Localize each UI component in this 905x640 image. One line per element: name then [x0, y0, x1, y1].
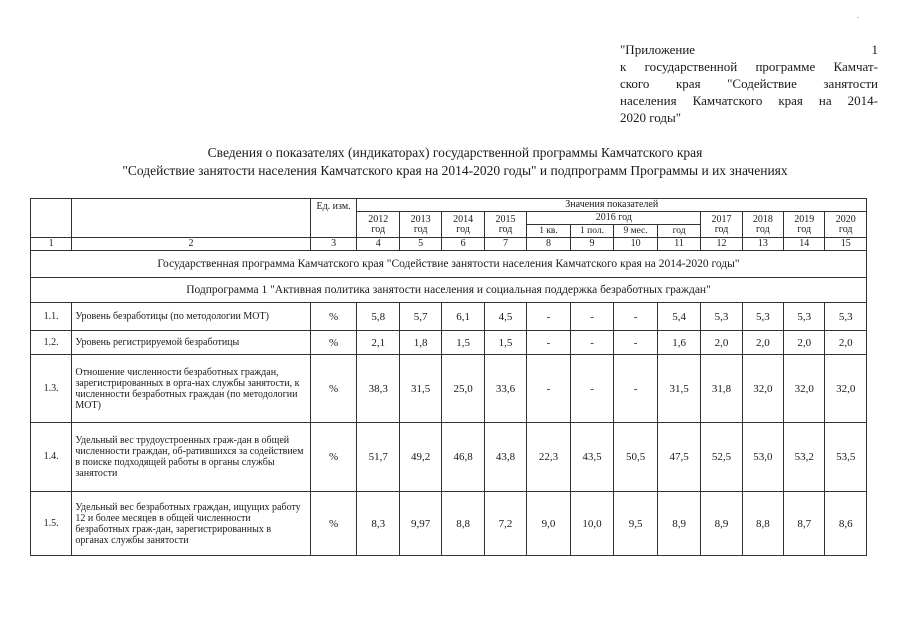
- row-number: 1.2.: [31, 331, 72, 355]
- indicator-value: 2,1: [357, 331, 399, 355]
- column-number: 13: [742, 238, 783, 251]
- header-year-2020: [825, 212, 867, 238]
- column-number-row: [31, 238, 867, 251]
- year-label: 2015: [495, 213, 516, 225]
- indicator-value: -: [527, 303, 571, 331]
- indicator-value: 2,0: [825, 331, 867, 355]
- column-number: 11: [657, 238, 701, 251]
- column-number: 2: [72, 238, 310, 251]
- indicator-value: 1,8: [399, 331, 441, 355]
- column-number: 3: [310, 238, 357, 251]
- header-year-2017: [701, 212, 742, 238]
- indicator-value: 1,6: [657, 331, 701, 355]
- indicator-value: 9,0: [527, 492, 571, 556]
- year-suffix: год: [498, 223, 513, 235]
- table-row: [31, 355, 867, 423]
- header-row-1: [31, 199, 867, 212]
- appendix-line: населения Камчатского края на 2014-: [620, 93, 878, 108]
- indicator-value: -: [527, 331, 571, 355]
- year-suffix: год: [756, 223, 770, 235]
- column-number: 7: [484, 238, 526, 251]
- indicator-value: 8,7: [784, 492, 825, 556]
- indicator-value: 31,5: [657, 355, 701, 423]
- indicator-value: 7,2: [484, 492, 526, 556]
- table-row: [31, 331, 867, 355]
- indicator-value: 8,9: [701, 492, 742, 556]
- indicator-value: 8,3: [357, 492, 399, 556]
- column-number: 12: [701, 238, 742, 251]
- indicator-value: 31,8: [701, 355, 742, 423]
- indicator-value: -: [570, 355, 614, 423]
- indicator-value: 53,0: [742, 423, 783, 492]
- indicator-unit: %: [310, 492, 357, 556]
- column-number: 14: [784, 238, 825, 251]
- indicator-value: 5,3: [742, 303, 783, 331]
- year-label: 2019: [794, 213, 815, 225]
- indicator-value: -: [614, 303, 658, 331]
- appendix-line: ского края "Содействие занятости: [620, 76, 878, 91]
- column-number: 9: [570, 238, 614, 251]
- subprogram-title: Подпрограмма 1 "Активная политика занятости населения и социальная поддержка безработных граждан": [31, 278, 867, 303]
- indicator-value: 46,8: [442, 423, 484, 492]
- column-number: 5: [399, 238, 441, 251]
- indicators-table: [30, 198, 867, 556]
- header-values-group: Значения показателей: [357, 199, 867, 212]
- indicator-value: 38,3: [357, 355, 399, 423]
- year-label: 2013: [410, 213, 431, 225]
- row-number: 1.1.: [31, 303, 72, 331]
- appendix-line: "Приложение 1: [620, 42, 878, 57]
- table-row: [31, 423, 867, 492]
- table-row: [31, 492, 867, 556]
- indicator-value: 43,8: [484, 423, 526, 492]
- indicator-value: 6,1: [442, 303, 484, 331]
- year-label: 2018: [752, 213, 773, 225]
- document-title: [30, 144, 880, 180]
- indicator-value: 8,8: [442, 492, 484, 556]
- header-cell-num: [31, 199, 72, 238]
- indicator-value: 49,2: [399, 423, 441, 492]
- header-cell-name: [72, 199, 310, 238]
- table-row: [31, 303, 867, 331]
- year-label: 2020: [835, 213, 856, 225]
- header-year-2014: [442, 212, 484, 238]
- indicator-name: Удельный вес безработных граждан, ищущих работу 12 и более месяцев в общей численности безработных граж-дан, зарегистрированных в органах службы занятости: [72, 492, 310, 556]
- header-nine-months: 9 мес.: [614, 225, 658, 238]
- column-number: 4: [357, 238, 399, 251]
- indicator-value: 31,5: [399, 355, 441, 423]
- indicator-value: 4,5: [484, 303, 526, 331]
- column-number: 6: [442, 238, 484, 251]
- header-year-2013: [399, 212, 441, 238]
- indicator-value: 52,5: [701, 423, 742, 492]
- year-label: 2014: [453, 213, 474, 225]
- column-number: 8: [527, 238, 571, 251]
- indicator-value: 8,6: [825, 492, 867, 556]
- indicator-value: 53,2: [784, 423, 825, 492]
- year-suffix: год: [714, 223, 729, 235]
- indicator-value: 33,6: [484, 355, 526, 423]
- indicator-value: 9,5: [614, 492, 658, 556]
- indicator-unit: %: [310, 423, 357, 492]
- subprogram-row: [31, 278, 867, 303]
- row-number: 1.4.: [31, 423, 72, 492]
- indicator-value: 22,3: [527, 423, 571, 492]
- header-full-year: год: [657, 225, 701, 238]
- indicator-value: 32,0: [742, 355, 783, 423]
- row-number: 1.5.: [31, 492, 72, 556]
- indicator-value: 5,8: [357, 303, 399, 331]
- indicator-name: Отношение численности безработных граждан, зарегистрированных в орга-нах службы занятости, к численности безработных граждан (по методологии МОТ): [72, 355, 310, 423]
- indicator-name: Удельный вес трудоустроенных граж-дан в общей численности граждан, об-ратившихся за содействием в поиске подходящей работы в органы службы занятости: [72, 423, 310, 492]
- title-line-1: Сведения о показателях (индикаторах) государственной программы Камчатского края: [207, 145, 703, 160]
- program-title: Государственная программа Камчатского края "Содействие занятости населения Камчатского края на 2014-2020 годы": [31, 251, 867, 278]
- indicator-value: 51,7: [357, 423, 399, 492]
- indicator-value: 50,5: [614, 423, 658, 492]
- indicator-value: 9,97: [399, 492, 441, 556]
- indicator-name: Уровень безработицы (по методологии МОТ): [72, 303, 310, 331]
- indicator-value: 53,5: [825, 423, 867, 492]
- indicator-value: -: [614, 355, 658, 423]
- indicator-name: Уровень регистрируемой безработицы: [72, 331, 310, 355]
- indicator-value: 10,0: [570, 492, 614, 556]
- column-number: 15: [825, 238, 867, 251]
- appendix-line: 2020 годы": [620, 110, 682, 125]
- year-suffix: год: [413, 223, 428, 235]
- indicator-value: 1,5: [484, 331, 526, 355]
- indicator-value: -: [527, 355, 571, 423]
- indicator-value: -: [614, 331, 658, 355]
- program-row: [31, 251, 867, 278]
- header-year-2016: 2016 год: [527, 212, 701, 225]
- column-number: 10: [614, 238, 658, 251]
- indicator-unit: %: [310, 303, 357, 331]
- title-line-2: "Содействие занятости населения Камчатского края на 2014-2020 годы" и подпрограмм Программы и их значениях: [122, 163, 788, 178]
- year-label: 2017: [711, 213, 732, 225]
- indicator-value: -: [570, 303, 614, 331]
- indicator-value: 43,5: [570, 423, 614, 492]
- indicator-rows: [31, 303, 867, 556]
- indicator-value: 25,0: [442, 355, 484, 423]
- column-number: 1: [31, 238, 72, 251]
- header-year-2018: [742, 212, 783, 238]
- appendix-line: к государственной программе Камчат-: [620, 59, 878, 74]
- appendix-note: [620, 41, 878, 126]
- indicator-value: 2,0: [784, 331, 825, 355]
- indicator-value: 2,0: [701, 331, 742, 355]
- indicator-unit: %: [310, 355, 357, 423]
- indicator-value: 2,0: [742, 331, 783, 355]
- header-unit: Ед. изм.: [310, 199, 357, 238]
- row-number: 1.3.: [31, 355, 72, 423]
- indicator-value: 32,0: [784, 355, 825, 423]
- indicator-value: 5,3: [825, 303, 867, 331]
- year-suffix: год: [797, 223, 812, 235]
- indicator-value: 5,3: [701, 303, 742, 331]
- year-label: 2012: [368, 213, 389, 225]
- indicator-value: 1,5: [442, 331, 484, 355]
- indicator-value: 8,9: [657, 492, 701, 556]
- header-half-year: 1 пол.: [570, 225, 614, 238]
- header-year-2019: [784, 212, 825, 238]
- header-quarter-1: 1 кв.: [527, 225, 571, 238]
- year-suffix: год: [838, 223, 853, 235]
- indicator-value: 5,7: [399, 303, 441, 331]
- year-suffix: год: [456, 223, 470, 235]
- header-year-2015: [484, 212, 526, 238]
- scan-mark: .: [856, 10, 859, 20]
- year-suffix: год: [371, 223, 386, 235]
- indicator-value: 32,0: [825, 355, 867, 423]
- header-year-2012: [357, 212, 399, 238]
- indicator-value: 5,4: [657, 303, 701, 331]
- indicator-value: 47,5: [657, 423, 701, 492]
- indicator-unit: %: [310, 331, 357, 355]
- indicator-value: 5,3: [784, 303, 825, 331]
- indicator-value: 8,8: [742, 492, 783, 556]
- indicator-value: -: [570, 331, 614, 355]
